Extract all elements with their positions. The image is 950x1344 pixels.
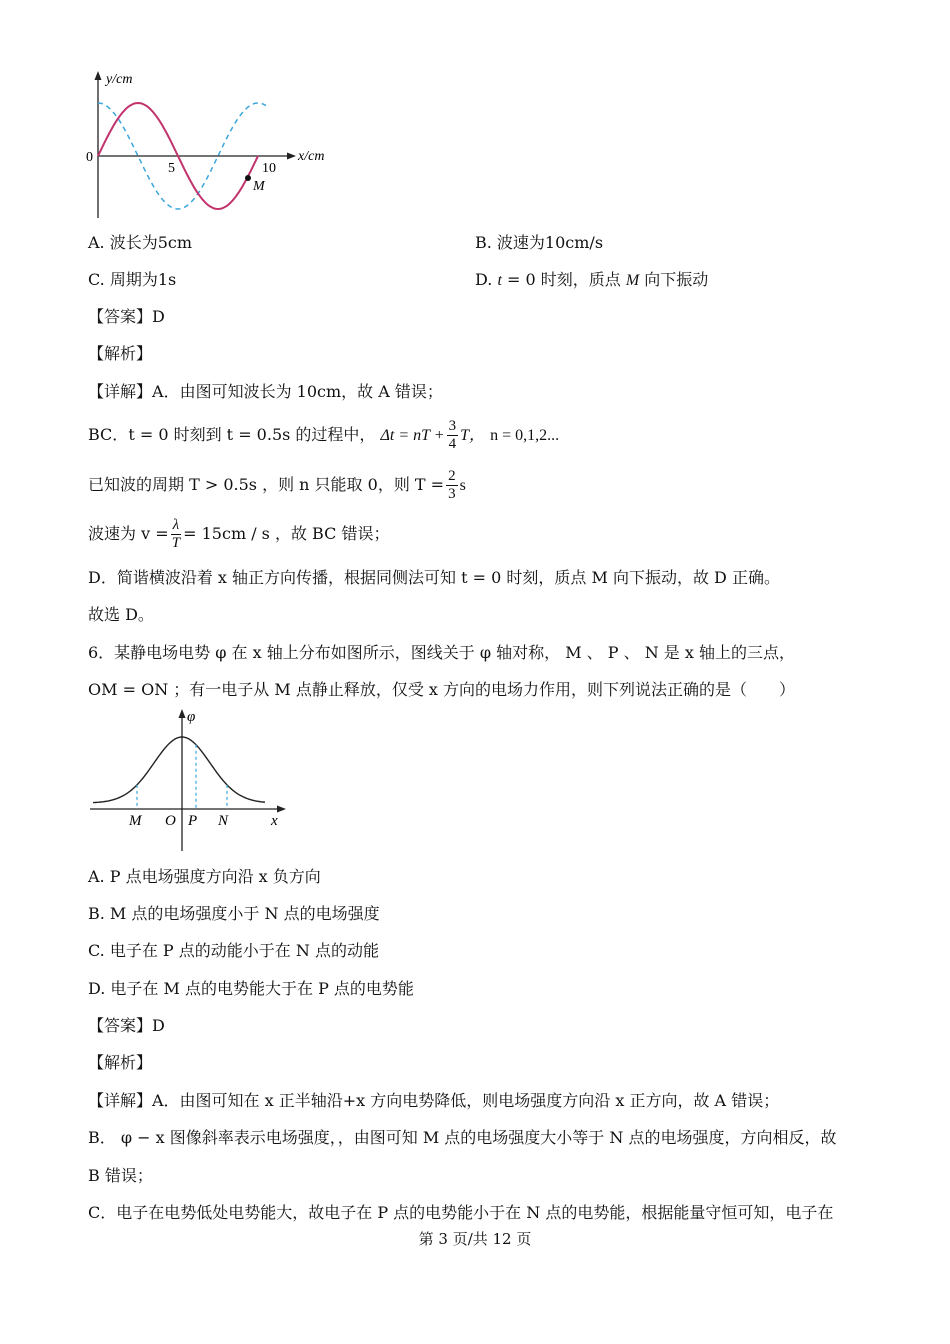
q6-option-c: C. 电子在 P 点的动能小于在 N 点的动能: [88, 941, 379, 960]
q5-detail-d: D．简谐横波沿着 x 轴正方向传播，根据同侧法可知 t = 0 时刻，质点 M 向下振动，故 D 正确。: [88, 568, 780, 587]
q5-analysis-label: 【解析】: [88, 344, 153, 363]
N-label: N: [218, 813, 229, 829]
period-unit: s: [459, 477, 466, 494]
q6-detail-a: 【详解】A．由图可知在 x 正半轴沿+x 方向电势降低，则电场强度方向沿 x 正方向，故 A 错误；: [88, 1091, 780, 1110]
tick-5-label: 5: [168, 161, 175, 176]
period-fraction: [446, 468, 458, 503]
q6-stem-line2: OM = ON ；有一电子从 M 点静止释放，仅受 x 方向的电场力作用，则下列说法正确的是（ ）: [88, 680, 796, 699]
velocity-frac-den: T: [171, 535, 181, 551]
x-axis-arrow: [277, 806, 286, 813]
q5-detail-period: [88, 468, 466, 503]
q6-option-d: D. 电子在 M 点的电势能大于在 P 点的电势能: [88, 979, 414, 998]
q5-option-d-suffix: 向下振动: [639, 270, 709, 289]
page-footer: 第 3 页/共 12 页: [418, 1230, 532, 1248]
bc-label: BC．: [88, 425, 129, 444]
q5-detail-a: [88, 381, 443, 403]
bc-frac-num: 3: [448, 418, 457, 434]
bc-fraction: [447, 418, 459, 453]
phi-axis-arrow: [179, 709, 186, 718]
M-label: M: [129, 813, 142, 829]
q5-answer: [88, 306, 165, 328]
y-axis-arrow: [95, 71, 102, 80]
tick-10-label: 10: [262, 161, 276, 176]
O-label: O: [165, 813, 176, 829]
phi-curve: [93, 737, 265, 803]
period-frac-num: 2: [448, 468, 456, 484]
bc-frac-den: 4: [448, 436, 457, 452]
q5-option-b: B. 波速为10cm/s: [475, 233, 604, 252]
q6-analysis-label: 【解析】: [88, 1053, 153, 1072]
q6-answer: [88, 1015, 165, 1037]
q5-detail-bc: [88, 418, 559, 453]
q5-conclusion: 故选 D。: [88, 605, 154, 624]
point-M-label: M: [253, 179, 265, 194]
q5-detail-velocity: [88, 517, 389, 552]
q6-detail-b1: B． φ − x 图像斜率表示电场强度，，由图可知 M 点的电场强度大小等于 N 点的电场强度，方向相反，故: [88, 1128, 837, 1147]
q6-option-b: B. M 点的电场强度小于 N 点的电场强度: [88, 904, 380, 923]
x-axis-arrow: [287, 153, 296, 160]
velocity-text: 波速为 v =: [88, 524, 169, 543]
x-label: x: [271, 813, 278, 829]
period-frac-den: 3: [448, 486, 456, 502]
origin-label: 0: [86, 150, 93, 165]
bc-n-values: n = 0,1,2...: [490, 427, 560, 444]
point-M-dot: [245, 175, 251, 181]
answer-label: 【答案】: [88, 307, 153, 326]
phi-label: φ: [187, 709, 196, 725]
period-text: 已知波的周期 T > 0.5s ，则 n 只能取 0，则 T =: [88, 475, 445, 494]
detail-label: 【详解】: [88, 382, 153, 401]
q5-option-c: C. 周期为1s: [88, 270, 177, 289]
x-axis-label: x/cm: [298, 149, 325, 164]
q5-option-d-t: t: [497, 272, 502, 289]
q5-option-d: [475, 269, 708, 292]
bc-delta-t: Δt = nT +: [380, 427, 445, 444]
q6-detail-c: C．电子在电势低处电势能大，故电子在 P 点的电势能小于在 N 点的电势能，根据能量守恒可知，电子在: [88, 1203, 834, 1222]
q5-option-d-prefix: D.: [475, 270, 498, 289]
phi-graph: [85, 705, 295, 855]
answer-value: D: [152, 307, 165, 326]
q5-option-a: A. 波长为5cm: [88, 233, 193, 252]
bc-time-text: t = 0 时刻到 t = 0.5s 的过程中，: [128, 425, 376, 444]
y-axis-label: y/cm: [106, 72, 133, 87]
q5-option-d-mid: = 0 时刻，质点: [501, 270, 626, 289]
q6-detail-b2: B 错误；: [88, 1166, 153, 1185]
answer-value: D: [152, 1016, 165, 1035]
wave-graph: [80, 68, 350, 223]
q6-stem-line1: 6．某静电场电势 φ 在 x 轴上分布如图所示，图线关于 φ 轴对称， M 、 P 、 N 是 x 轴上的三点，: [88, 643, 795, 662]
detail-a-text: A．由图可知波长为 10cm，故 A 错误；: [152, 382, 443, 401]
bc-T: T，: [460, 427, 485, 444]
q6-option-a: A. P 点电场强度方向沿 x 负方向: [88, 867, 321, 886]
velocity-frac-num: λ: [172, 517, 180, 533]
velocity-fraction: [171, 517, 182, 552]
answer-label: 【答案】: [88, 1016, 153, 1035]
q5-option-d-m: M: [625, 272, 640, 289]
P-label: P: [188, 813, 198, 829]
velocity-result: = 15cm / s ，故 BC 错误；: [183, 524, 390, 543]
